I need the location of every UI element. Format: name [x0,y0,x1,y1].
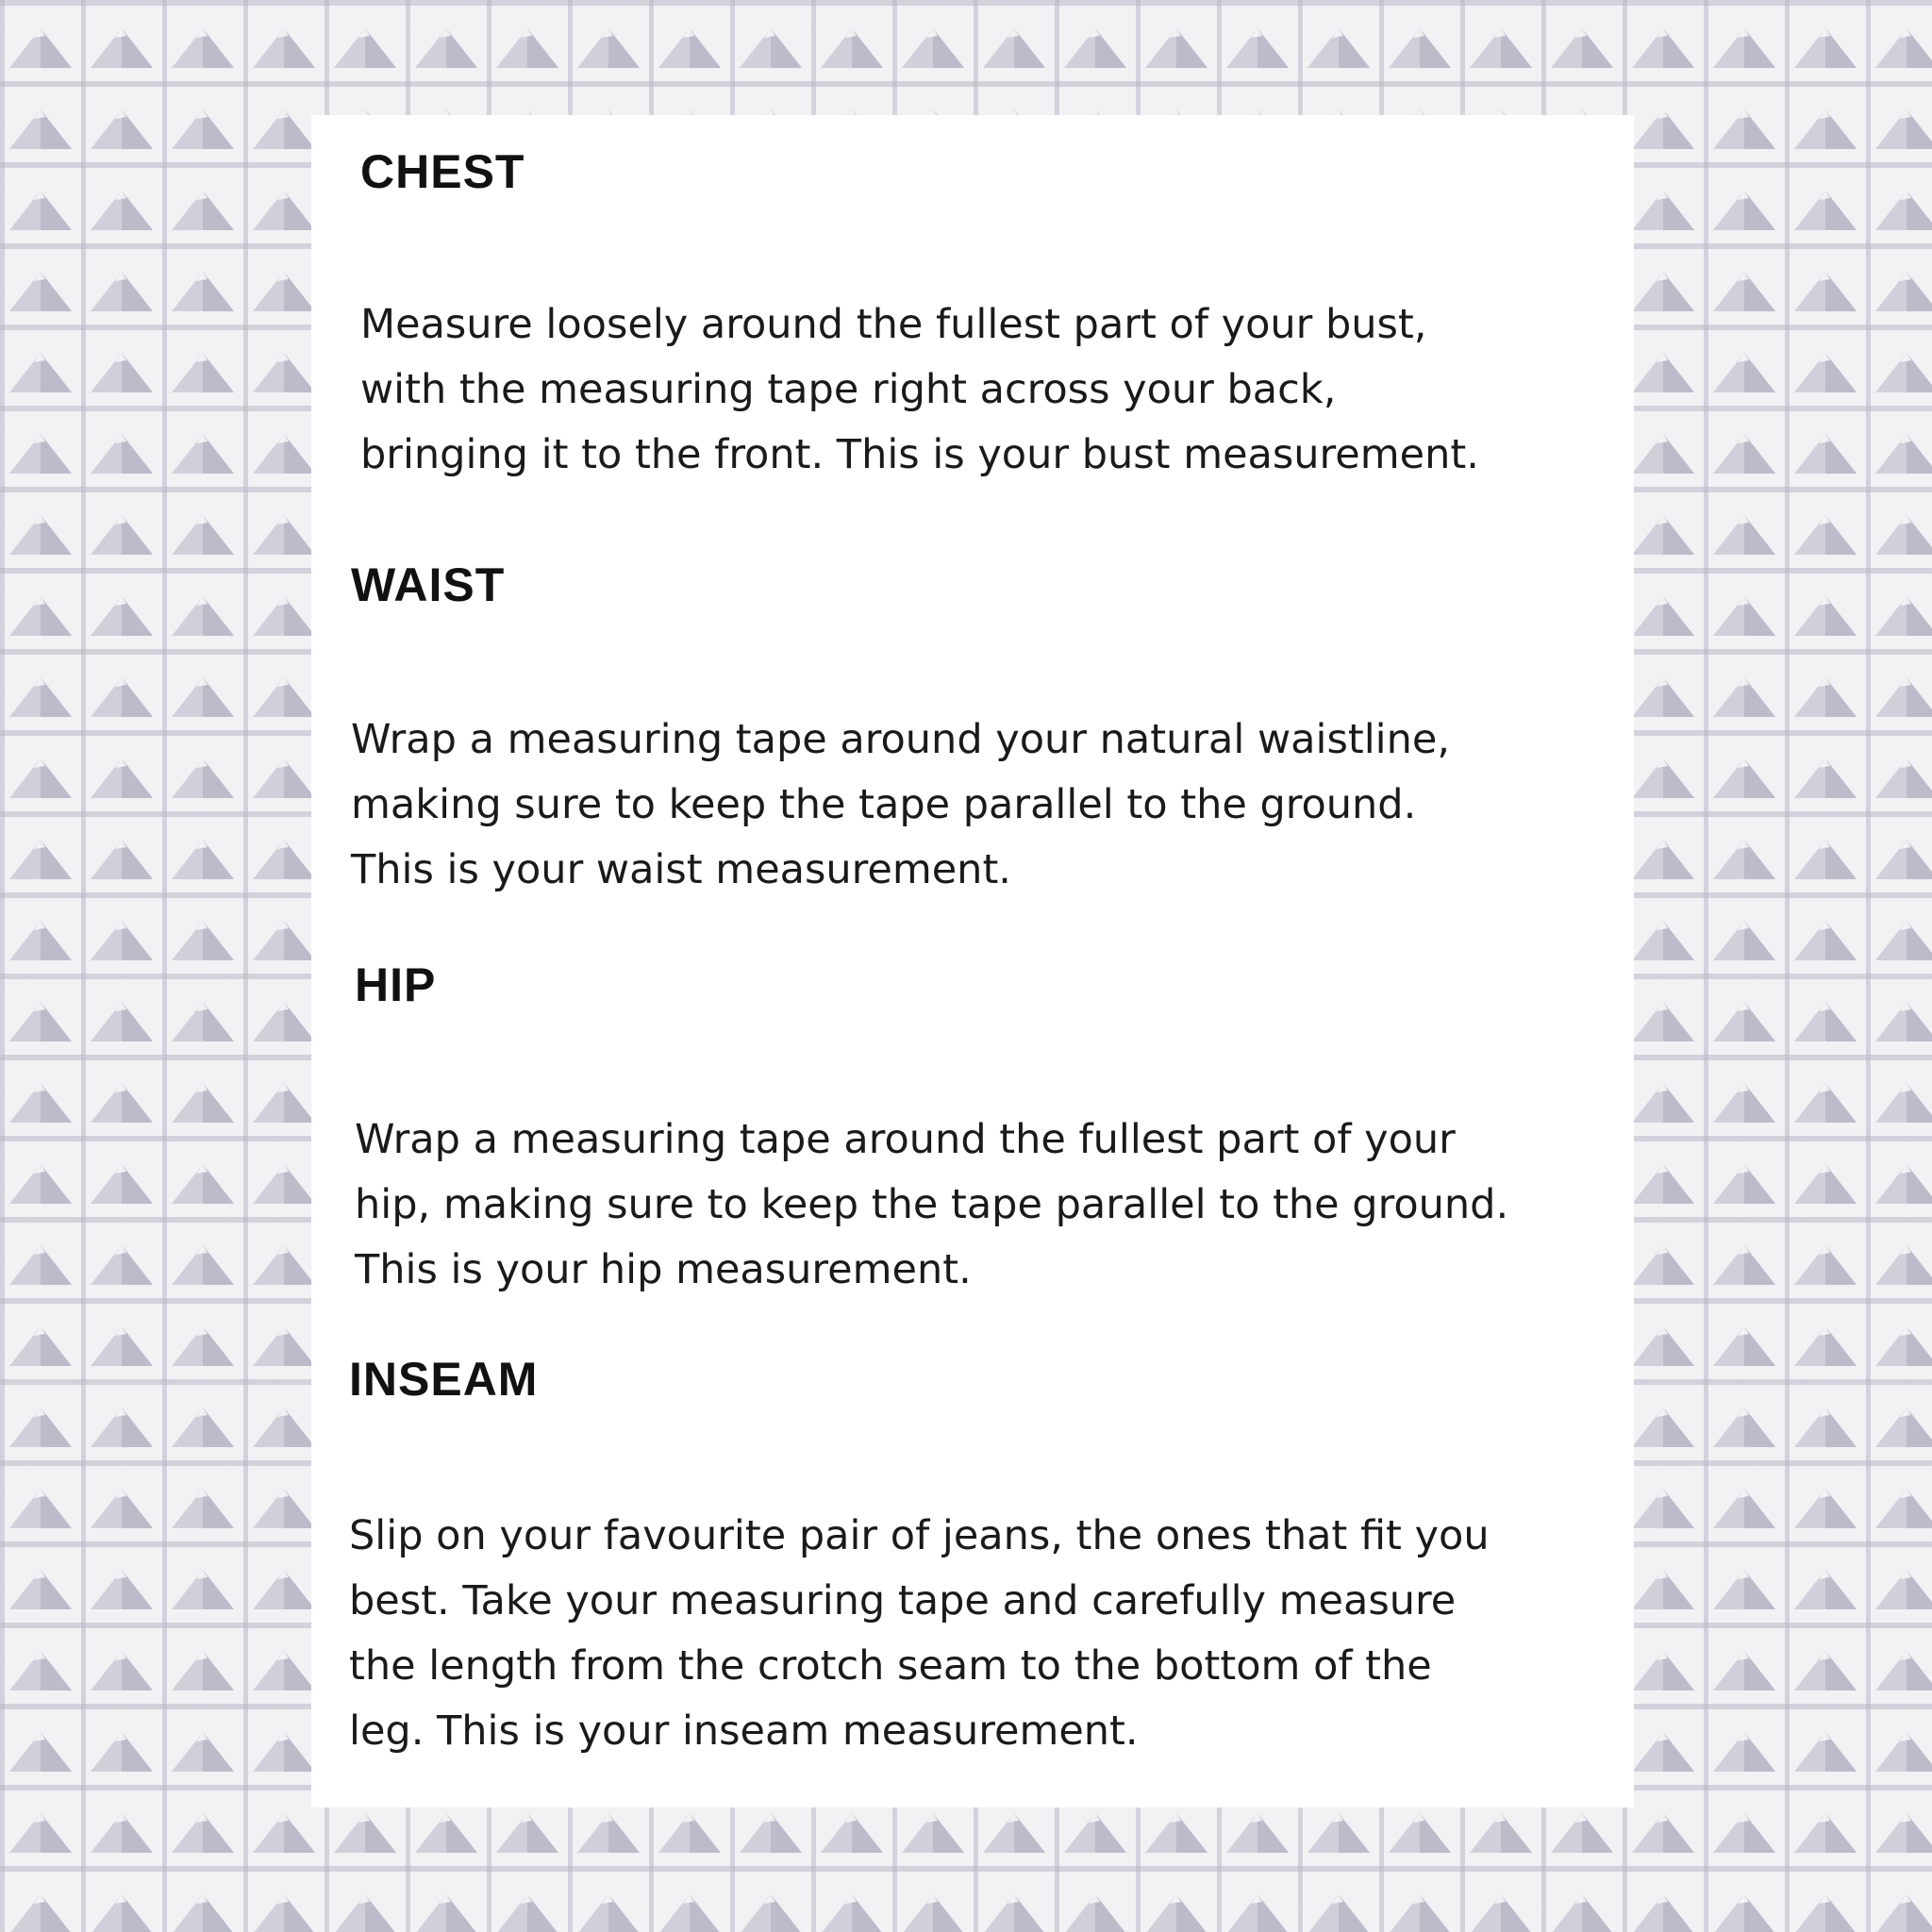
inseam-description: Slip on your favourite pair of jeans, the ones that fit you best. Take your measuring tape and carefully measure the length from the crotch seam to the bottom of the leg. This is your inseam measurement. [349,1512,1490,1755]
inseam-section [349,1351,1606,1764]
waist-section [351,557,1606,903]
hip-section [355,957,1606,1303]
chest-description: Measure loosely around the fullest part of your bust, with the measuring tape right across your back, bringing it to the front. This is your bust measurement. [360,301,1479,478]
hip-heading: HIP [355,958,437,1011]
waist-description: Wrap a measuring tape around your natural waistline, making sure to keep the tape parallel to the ground. This is your waist measurement. [351,716,1450,893]
chest-section [360,143,1606,488]
waist-heading: WAIST [351,558,506,611]
chest-heading: CHEST [360,145,525,198]
inseam-heading: INSEAM [349,1353,539,1406]
hip-description: Wrap a measuring tape around the fullest part of your hip, making sure to keep the tape parallel to the ground. This is your hip measurement. [355,1116,1509,1293]
size-guide-card [311,115,1634,1807]
